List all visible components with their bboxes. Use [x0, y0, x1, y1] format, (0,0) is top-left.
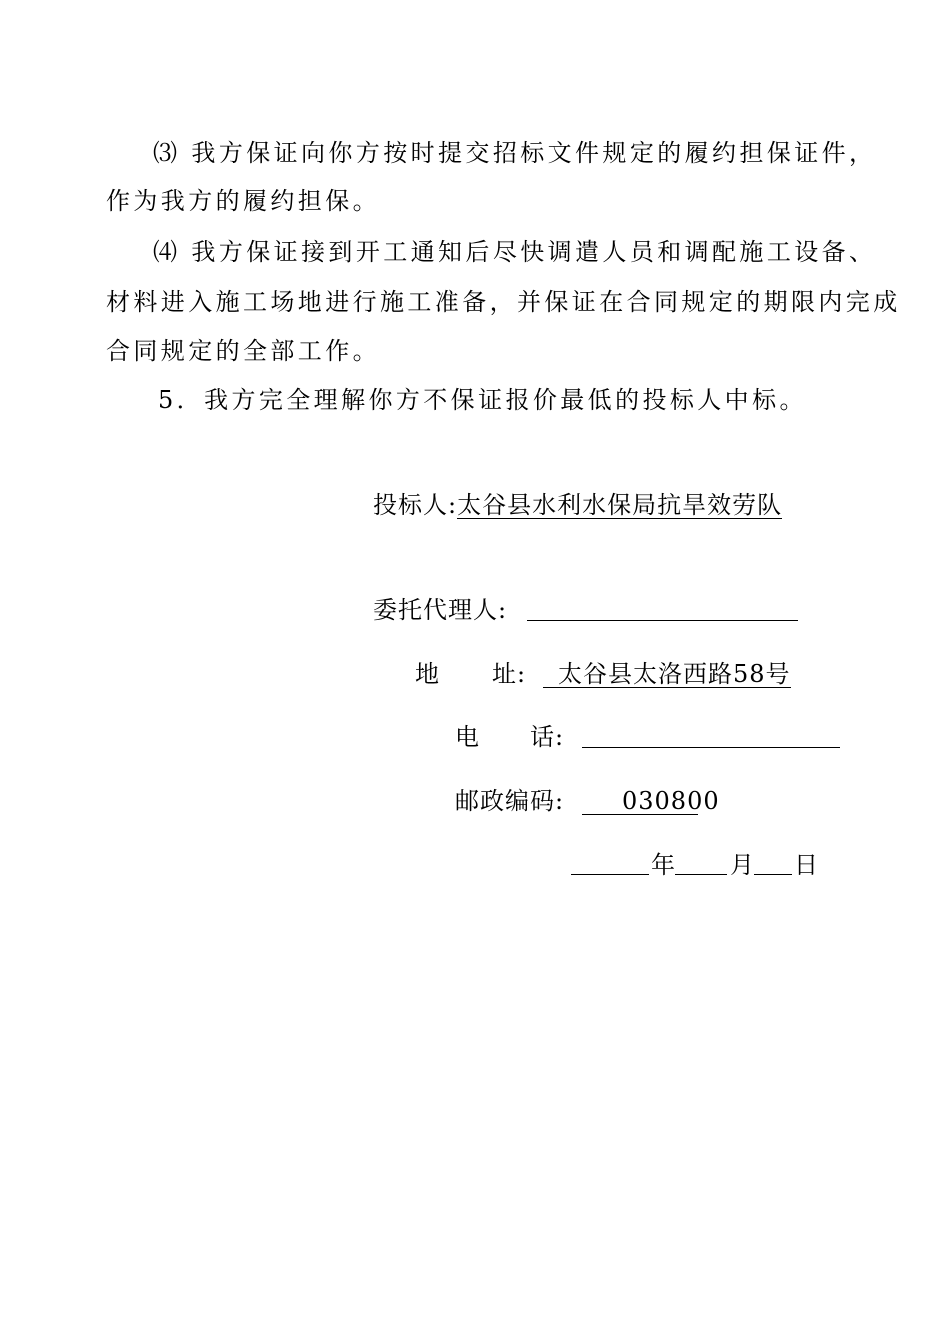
- postal-value-row: [582, 786, 720, 816]
- year-blank-line: [571, 852, 649, 875]
- paragraph-3-line-2: 作为我方的履约担保。: [106, 187, 380, 215]
- postal-value: 030800: [582, 788, 698, 815]
- address-label-2: 址:: [492, 660, 527, 688]
- day-blank-line: [754, 852, 792, 875]
- address-label-1: 地: [415, 660, 440, 688]
- month-label: 月: [730, 851, 758, 879]
- agent-label: 委托代理人:: [373, 596, 508, 624]
- bidder-label: 投标人:: [373, 491, 458, 519]
- paragraph-4-line-2: 材料进入施工场地进行施工准备，并保证在合同规定的期限内完成: [106, 288, 901, 316]
- paragraph-4-line-3: 合同规定的全部工作。: [106, 337, 380, 365]
- agent-blank-line: [527, 598, 798, 621]
- paragraph-5-line-1: 5．我方完全理解你方不保证报价最低的投标人中标。: [158, 386, 807, 414]
- phone-label-1: 电: [455, 723, 480, 751]
- agent-row: [373, 595, 507, 625]
- day-label: 日: [794, 851, 822, 879]
- phone-blank-line: [582, 725, 840, 748]
- paragraph-4-line-1: ⑷ 我方保证接到开工通知后尽快调遣人员和调配施工设备、: [153, 238, 877, 266]
- address-value: 太谷县太洛西路58号: [543, 661, 791, 688]
- postal-row: [455, 786, 564, 816]
- month-blank-line: [675, 852, 727, 875]
- paragraph-3-line-1: ⑶ 我方保证向你方按时提交招标文件规定的履约担保证件，: [153, 139, 877, 167]
- address-row: [543, 659, 791, 689]
- phone-label-2: 话:: [530, 723, 565, 751]
- bidder-value: 太谷县水利水保局抗旱效劳队: [457, 491, 783, 519]
- bidder-row: [373, 490, 782, 520]
- year-label: 年: [651, 851, 679, 879]
- postal-label: 邮政编码:: [455, 787, 565, 815]
